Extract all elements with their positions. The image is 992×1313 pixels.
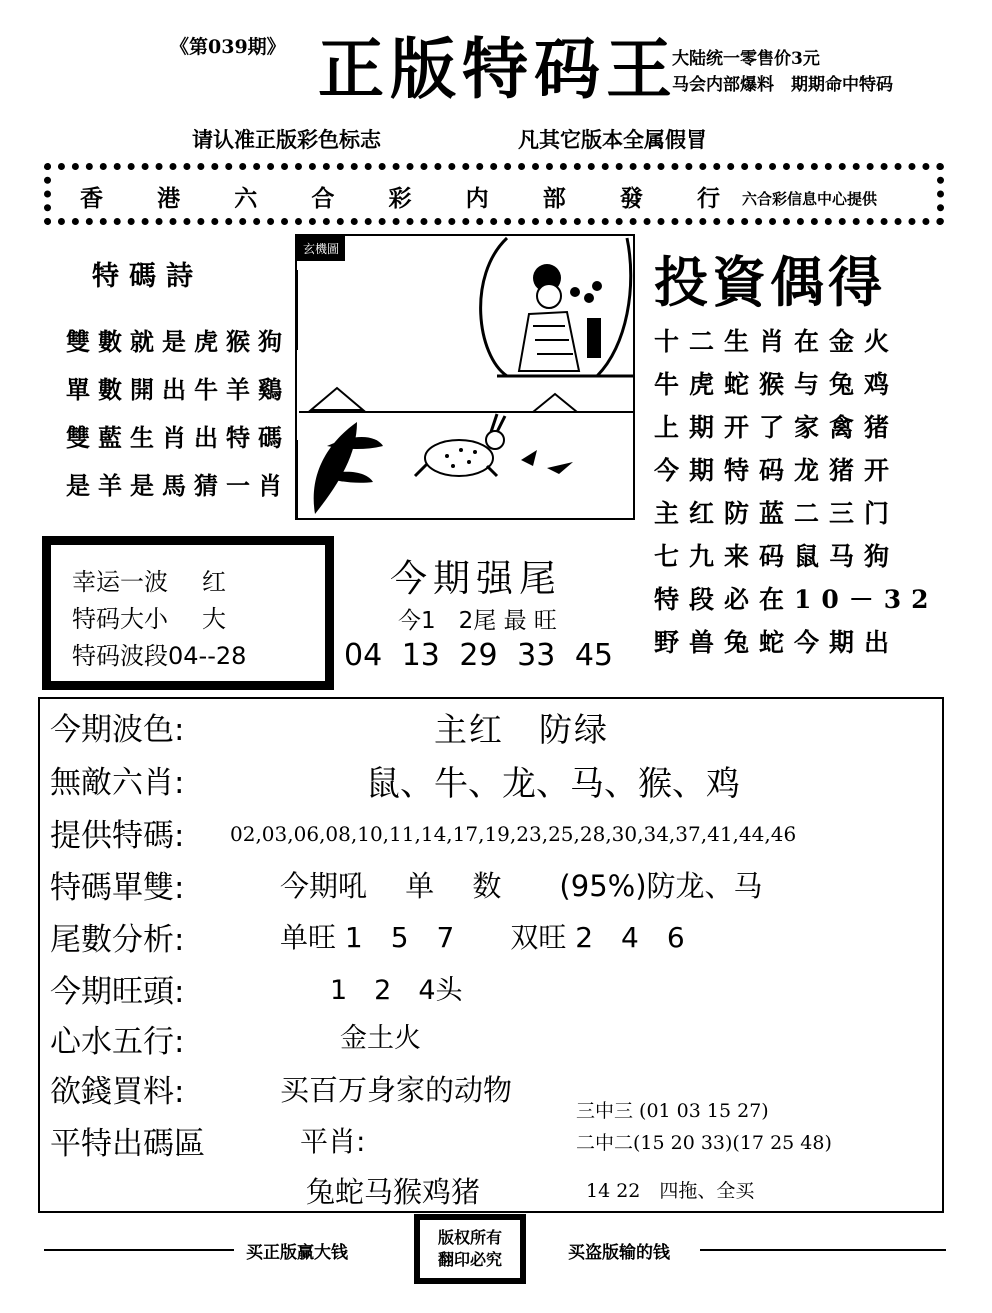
oddeven-value: 今期吼 单 数 (95%)防龙、马 bbox=[280, 869, 763, 903]
publisher-text bbox=[80, 180, 720, 213]
element-label: 心水五行: bbox=[50, 1024, 185, 1060]
slogan-text: 马会内部爆料 期期命中特码 bbox=[672, 75, 893, 95]
band-char: 香 bbox=[80, 185, 103, 212]
footer-left-text: 买正版赢大钱 bbox=[246, 1243, 348, 1263]
invest-line: 野兽兔蛇今期出 bbox=[654, 628, 900, 657]
lucky-label: 特码大小 bbox=[72, 605, 168, 633]
invest-line: 牛虎蛇猴与兔鸡 bbox=[654, 370, 900, 399]
picture-tag: 玄機圖 bbox=[297, 236, 345, 261]
flat-label: 平特出碼區 bbox=[50, 1126, 205, 1162]
lucky-row bbox=[72, 599, 226, 634]
band-char: 内 bbox=[465, 185, 489, 212]
poem-line: 單數開出牛羊鷄 bbox=[66, 375, 290, 404]
illustration bbox=[297, 236, 635, 520]
band-char: 發 bbox=[619, 185, 643, 212]
issue-number: 《第039期》 bbox=[170, 36, 286, 58]
lucky-value: 大 bbox=[202, 605, 226, 633]
band-char: 合 bbox=[311, 185, 335, 212]
special-value: 02,03,06,08,10,11,14,17,19,23,25,28,30,34,37,41,44,46 bbox=[230, 822, 797, 846]
combo-three: 三中三 (01 03 15 27) bbox=[576, 1100, 769, 1122]
combo-drag: 14 22 四拖、全买 bbox=[586, 1180, 755, 1202]
notice-left: 请认准正版彩色标志 bbox=[192, 127, 381, 152]
invest-line: 七九来码鼠马狗 bbox=[654, 542, 900, 571]
invest-line: 特段必在10－32 bbox=[654, 585, 939, 614]
copyright-line: 版权所有 bbox=[437, 1228, 502, 1247]
poem-line: 雙藍生肖出特碼 bbox=[66, 423, 290, 452]
band-char: 彩 bbox=[388, 185, 412, 212]
lucky-label: 特码波段 bbox=[72, 642, 168, 670]
band-char: 港 bbox=[157, 185, 181, 212]
lucky-row bbox=[72, 562, 226, 597]
invest-line: 主红防蓝二三门 bbox=[654, 499, 900, 528]
head-label: 今期旺頭: bbox=[50, 974, 185, 1010]
poem-line: 雙數就是虎猴狗 bbox=[66, 327, 290, 356]
special-label: 提供特碼: bbox=[50, 818, 185, 854]
flat-shaw-label: 平肖: bbox=[300, 1125, 366, 1158]
footer-rule-right bbox=[700, 1249, 946, 1251]
strong-tail-numbers: 04 13 29 33 45 bbox=[344, 638, 614, 673]
band-source: 六合彩信息中心提供 bbox=[742, 190, 878, 208]
invest-line: 今期特码龙猪开 bbox=[654, 456, 900, 485]
band-char: 六 bbox=[234, 185, 258, 212]
poem-title: 特碼詩 bbox=[92, 261, 203, 292]
copyright-line: 翻印必究 bbox=[437, 1250, 502, 1269]
band-char: 部 bbox=[542, 185, 566, 212]
tail-value: 单旺 1 5 7 双旺 2 4 6 bbox=[280, 921, 685, 954]
flat-animals: 兔蛇马猴鸡猪 bbox=[306, 1175, 481, 1209]
mystery-picture bbox=[295, 234, 635, 520]
zodiac-value: 鼠、牛、龙、马、猴、鸡 bbox=[366, 764, 740, 804]
lucky-value: 04--28 bbox=[168, 642, 247, 670]
color-label: 今期波色: bbox=[50, 712, 185, 748]
element-value: 金土火 bbox=[340, 1023, 421, 1054]
color-value: 主红 防绿 bbox=[434, 710, 609, 749]
page-title: 正版特码王 bbox=[318, 31, 678, 108]
strong-tail-subtitle: 今1 2尾 最 旺 bbox=[398, 608, 557, 634]
copyright-box bbox=[414, 1214, 526, 1284]
lucky-row bbox=[72, 636, 246, 671]
invest-line: 十二生肖在金火 bbox=[654, 327, 900, 356]
oddeven-label: 特碼單雙: bbox=[50, 870, 185, 906]
tail-label: 尾數分析: bbox=[50, 922, 185, 958]
invest-title: 投資偶得 bbox=[654, 251, 886, 314]
combo-two: 二中二(15 20 33)(17 25 48) bbox=[576, 1132, 832, 1154]
zodiac-label: 無敵六肖: bbox=[50, 765, 185, 801]
buy-label: 欲錢買料: bbox=[50, 1074, 185, 1110]
lucky-value: 红 bbox=[202, 568, 226, 596]
strong-tail-title: 今期强尾 bbox=[390, 557, 562, 600]
invest-line: 上期开了家禽猪 bbox=[654, 413, 900, 442]
notice-right: 凡其它版本全属假冒 bbox=[518, 127, 707, 152]
lucky-label: 幸运一波 bbox=[72, 568, 168, 596]
footer-rule-left bbox=[44, 1249, 234, 1251]
band-char: 行 bbox=[697, 185, 720, 212]
footer-right-text: 买盗版输的钱 bbox=[568, 1243, 670, 1263]
head-value: 1 2 4头 bbox=[330, 975, 463, 1006]
poem-line: 是羊是馬猜一肖 bbox=[66, 471, 290, 500]
buy-value: 买百万身家的动物 bbox=[280, 1073, 513, 1107]
price-text: 大陆统一零售价3元 bbox=[672, 49, 820, 69]
